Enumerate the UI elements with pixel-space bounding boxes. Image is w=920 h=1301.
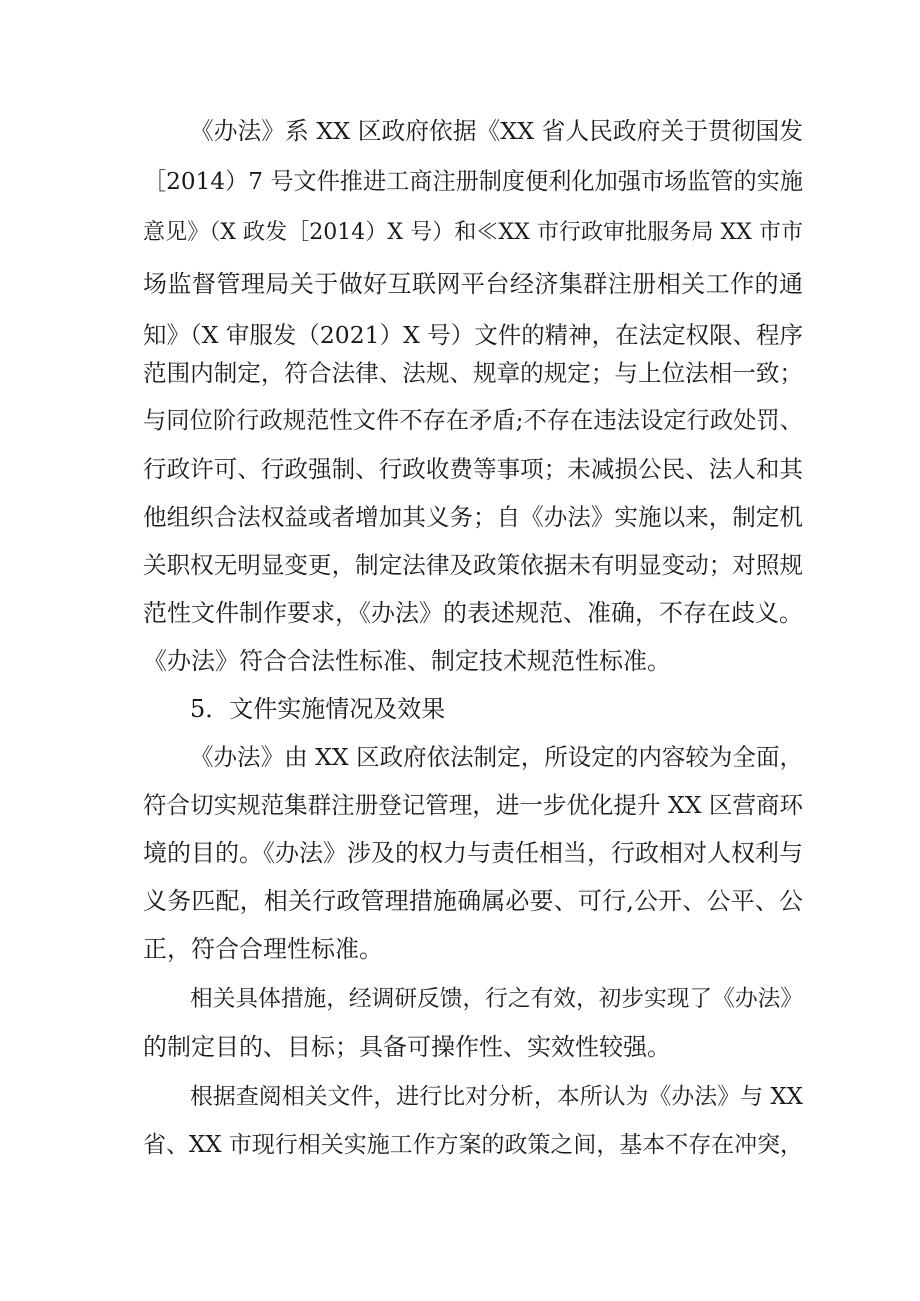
paragraph-1-line-12: 《办法》符合合法性标准、制定技术规范性标准。	[143, 647, 671, 675]
paragraph-5-line-1: 根据查阅相关文件，进行比对分析，本所认为《办法》与 XX	[190, 1084, 803, 1110]
paragraph-3-line-2: 符合切实规范集群注册登记管理，进一步优化提升 XX 区营商环	[143, 791, 803, 819]
paragraph-1-line-2: ［2014）7 号文件推进工商注册制度便利化加强市场监管的实施	[143, 169, 803, 195]
paragraph-1-line-4: 场监督管理局关于做好互联网平台经济集群注册相关工作的通	[143, 270, 803, 298]
paragraph-1-line-7: 与同位阶行政规范性文件不存在矛盾;不存在违法设定行政处罚、	[143, 407, 803, 434]
paragraph-5-line-2: 省、XX 市现行相关实施工作方案的政策之间，基本不存在冲突，	[143, 1132, 803, 1158]
paragraph-1-line-1: 《办法》系 XX 区政府依据《XX 省人民政府关于贯彻国发	[190, 117, 803, 145]
paragraph-1-line-6: 范围内制定，符合法律、法规、规章的规定；与上位法相一致；	[143, 359, 803, 387]
paragraph-1-line-10: 关职权无明显变更，制定法律及政策依据未有明显变动；对照规	[143, 551, 803, 579]
paragraph-4-line-1: 相关具体措施，经调研反馈，行之有效，初步实现了《办法》	[190, 986, 803, 1012]
paragraph-1-line-11: 范性文件制作要求，《办法》的表述规范、准确，不存在歧义。	[143, 599, 803, 627]
paragraph-1-line-9: 他组织合法权益或者增加其义务；自《办法》实施以来，制定机	[143, 503, 803, 531]
paragraph-4-line-2: 的制定目的、目标；具备可操作性、实效性较强。	[143, 1033, 671, 1061]
paragraph-1-line-3: 意见》（X 政发［2014）X 号）和≪XX 市行政审批服务局 XX 市市	[143, 220, 803, 245]
paragraph-3-line-5: 正，符合合理性标准。	[143, 935, 383, 963]
paragraph-1-line-8: 行政许可、行政强制、行政收费等事项；未减损公民、法人和其	[143, 455, 803, 483]
paragraph-3-line-1: 《办法》由 XX 区政府依法制定，所设定的内容较为全面，	[190, 743, 803, 771]
paragraph-3-line-4: 义务匹配，相关行政管理措施确属必要、可行,公开、公平、公	[143, 887, 803, 915]
section-heading: 5．文件实施情况及效果	[190, 695, 446, 723]
paragraph-3-line-3: 境的目的。《办法》涉及的权力与责任相当，行政相对人权利与	[143, 839, 803, 867]
paragraph-1-line-5: 知》（X 审服发（2021）X 号）文件的精神，在法定权限、程序	[143, 321, 803, 349]
